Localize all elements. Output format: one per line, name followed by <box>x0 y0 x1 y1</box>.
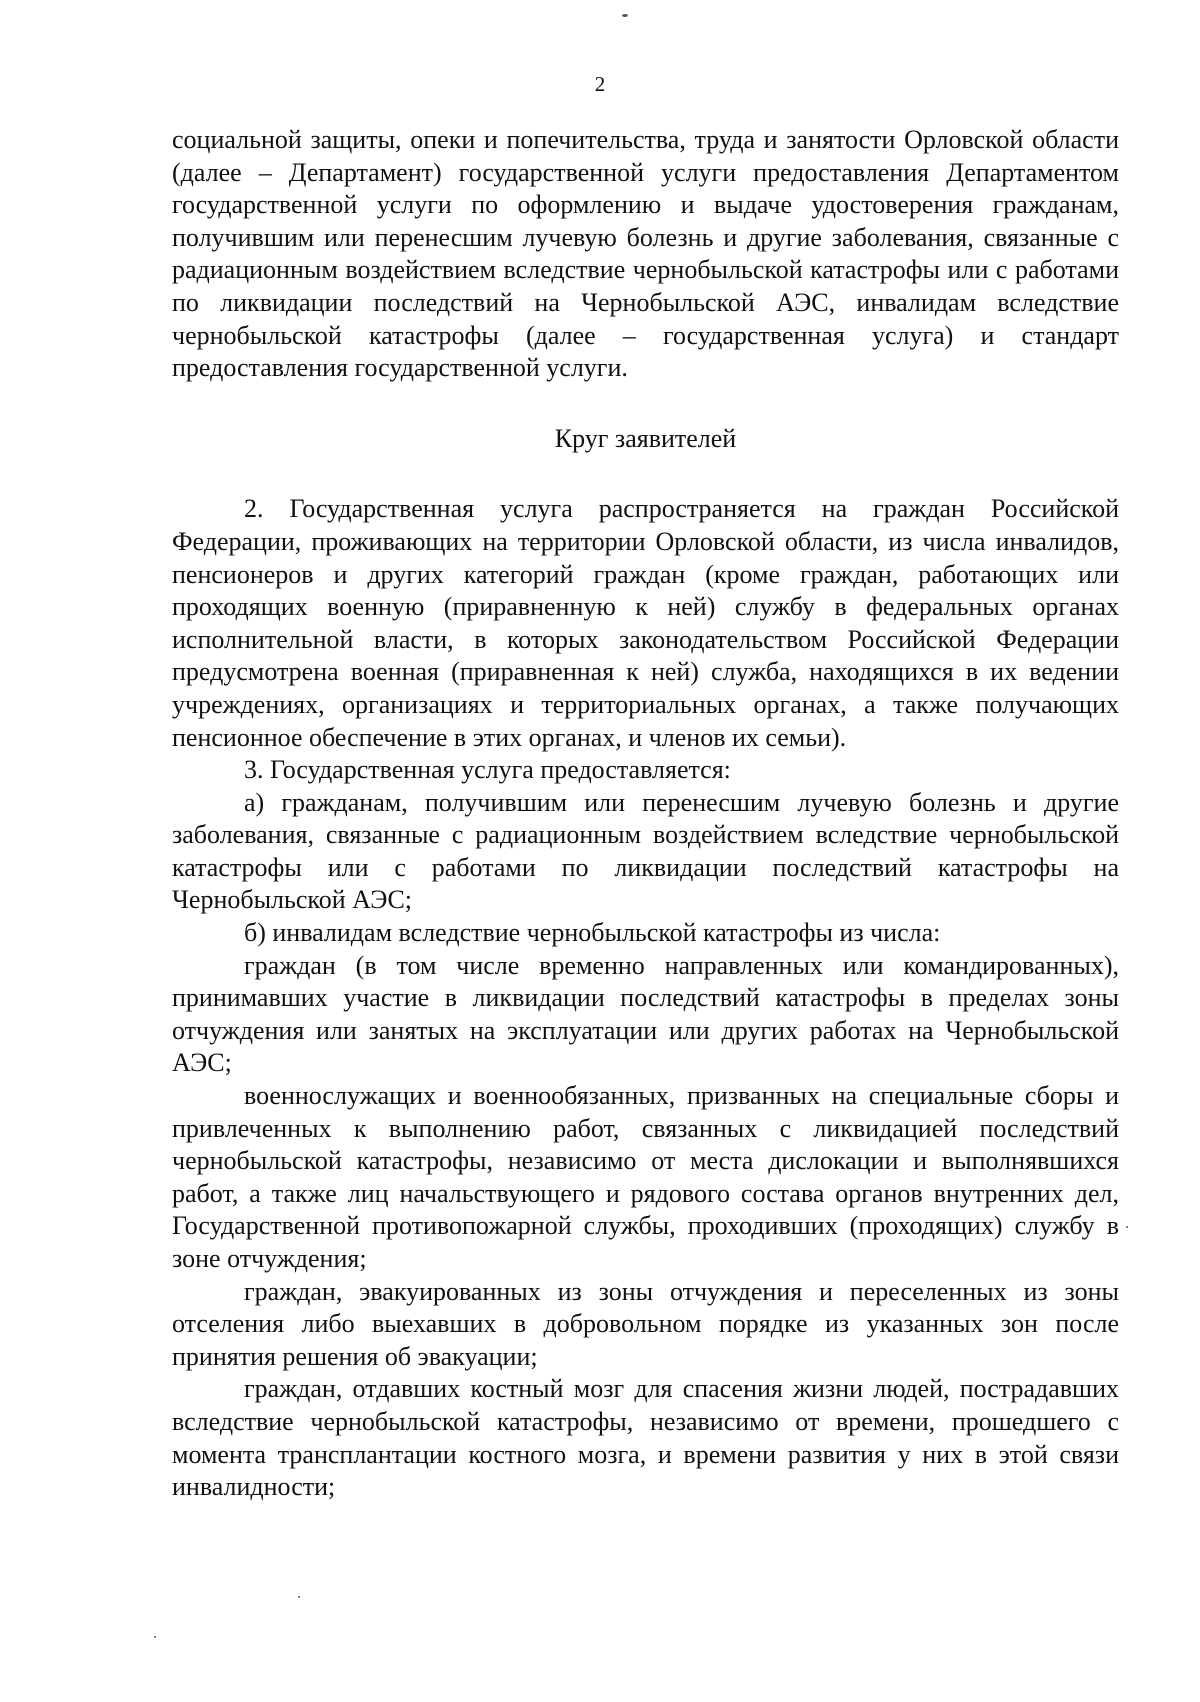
paragraph-bone-marrow-donors: граждан, отдавших костный мозг для спасения жизни людей, пострадавших вследствие чернобыльской катастрофы, независимо от времени, прошедшего с момента трансплантации костного мозга, и времени развития у них в этой связи инвалидности; <box>172 1374 1119 1502</box>
scan-speck <box>298 1596 300 1598</box>
paragraph-3-service-provided: 3. Государственная услуга предоставляется: <box>244 755 731 785</box>
intro-paragraph: социальной защиты, опеки и попечительства, труда и занятости Орловской области (далее – Департамент) государственной услуги предоставления Департаментом государственной услуги по оформлению и выдаче удостоверения гражданам, получившим или перенесшим лучевую болезнь и другие заболевания, связанные с радиационным воздействием вследствие чернобыльской катастрофы или с работами по ликвидации последствий на Чернобыльской АЭС, инвалидам вследствие чернобыльской катастрофы (далее – государственная услуга) и стандарт предоставления государственной услуги. <box>172 125 1119 383</box>
paragraph-liquidation-participants: граждан (в том числе временно направленных или командированных), принимавших участие в ликвидации последствий катастрофы в пределах зоны отчуждения или занятых на эксплуатации или других работах на Чернобыльской АЭС; <box>172 950 1119 1078</box>
scan-speck <box>622 14 628 17</box>
scan-speck <box>1126 1226 1128 1228</box>
paragraph-3a-radiation-illness: а) гражданам, получившим или перенесшим лучевую болезнь и другие заболевания, связанные с радиационным воздействием вследствие чернобыльской катастрофы или с работами по ликвидации последствий катастрофы на Чернобыльской АЭС; <box>172 787 1119 915</box>
page-number: 2 <box>594 72 606 96</box>
section-heading: Круг заявителей <box>554 423 737 453</box>
scan-speck <box>154 1636 156 1638</box>
paragraph-2-applicants: 2. Государственная услуга распространяется на граждан Российской Федерации, проживающих на территории Орловской области, из числа инвалидов, пенсионеров и других категорий граждан (кроме граждан, работающих или проходящих военную (приравненную к ней) службу в федеральных органах исполнительной власти, в которых законодательством Российской Федерации предусмотрена военная (приравненная к ней) служба, находящихся в их ведении учреждениях, организациях и территориальных органах, а также получающих пенсионное обеспечение в этих органах, и членов их семьи). <box>172 494 1119 752</box>
paragraph-military-personnel: военнослужащих и военнообязанных, призванных на специальные сборы и привлеченных к выполнению работ, связанных с ликвидацией последствий чернобыльской катастрофы, независимо от места дислокации и выполнявшихся работ, а также лиц начальствующего и рядового состава органов внутренних дел, Государственной противопожарной службы, проходивших (проходящих) службу в зоне отчуждения; <box>172 1081 1119 1273</box>
paragraph-evacuated-citizens: граждан, эвакуированных из зоны отчуждения и переселенных из зоны отселения либо выехавших в добровольном порядке из указанных зон после принятия решения об эвакуации; <box>172 1276 1119 1371</box>
document-body <box>172 124 1119 1504</box>
paragraph-3b-disabled: б) инвалидам вследствие чернобыльской катастрофы из числа: <box>244 918 941 948</box>
